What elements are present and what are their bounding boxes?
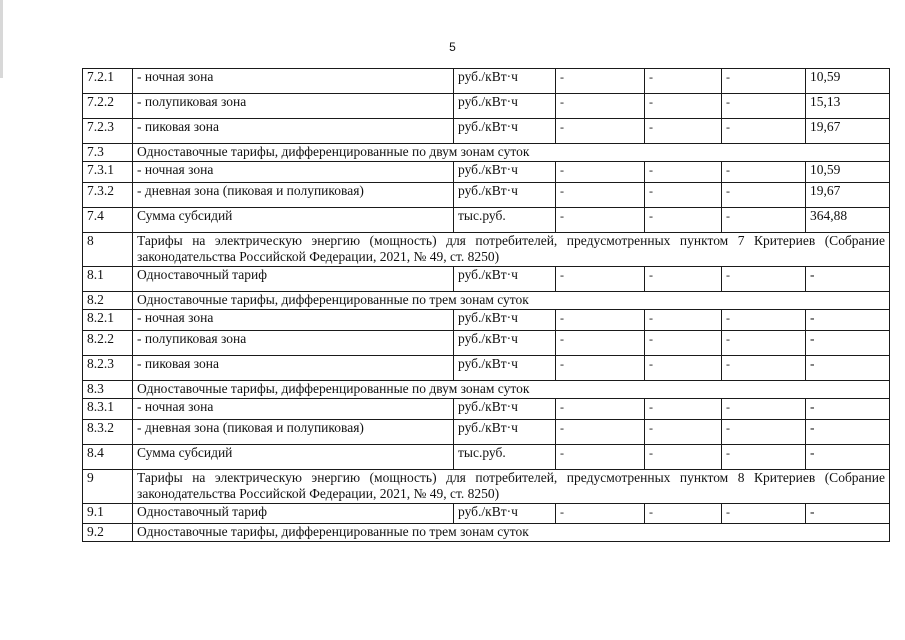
value-cell-4: - [806,331,890,356]
section-title-cell: Тарифы на электрическую энергию (мощность) для потребителей, предусмотренных пунктом 7 Критериев (Собрание законодательства Российской Федерации, 2021, № 49, ст. 8250) [133,233,890,267]
value-cell-1: - [556,504,645,524]
table-row [83,208,890,233]
value-cell-1: - [556,331,645,356]
row-number-cell: 7.2.3 [83,119,133,144]
value-cell-1: - [556,356,645,381]
value-cell-2: - [645,445,722,470]
table-row [83,183,890,208]
unit-cell: руб./кВт·ч [454,331,556,356]
row-number-cell: 8.3.2 [83,420,133,445]
section-row [83,233,890,267]
row-number-cell: 8 [83,233,133,267]
unit-cell: руб./кВт·ч [454,420,556,445]
section-title-cell: Одноставочные тарифы, дифференцированные по трем зонам суток [133,524,890,542]
table-row [83,399,890,420]
value-cell-4: - [806,445,890,470]
section-row [83,470,890,504]
unit-cell: руб./кВт·ч [454,504,556,524]
section-row [83,292,890,310]
value-cell-3: - [722,162,806,183]
table-row [83,445,890,470]
value-cell-2: - [645,119,722,144]
table-row [83,267,890,292]
row-label-cell: - дневная зона (пиковая и полупиковая) [133,183,454,208]
table-row [83,504,890,524]
unit-cell: руб./кВт·ч [454,267,556,292]
value-cell-3: - [722,94,806,119]
section-row [83,381,890,399]
row-number-cell: 7.4 [83,208,133,233]
value-cell-1: - [556,310,645,331]
row-number-cell: 7.2.2 [83,94,133,119]
table-row [83,331,890,356]
section-title-cell: Одноставочные тарифы, дифференцированные по двум зонам суток [133,144,890,162]
table-row [83,94,890,119]
value-cell-2: - [645,310,722,331]
row-label-cell: Сумма субсидий [133,445,454,470]
table-row [83,310,890,331]
section-row [83,144,890,162]
table-row [83,162,890,183]
row-label-cell: - полупиковая зона [133,94,454,119]
row-number-cell: 7.3.2 [83,183,133,208]
row-number-cell: 7.3 [83,144,133,162]
row-label-cell: Сумма субсидий [133,208,454,233]
value-cell-3: - [722,445,806,470]
value-cell-2: - [645,504,722,524]
unit-cell: тыс.руб. [454,208,556,233]
unit-cell: руб./кВт·ч [454,183,556,208]
value-cell-4: 19,67 [806,183,890,208]
row-number-cell: 8.3.1 [83,399,133,420]
row-number-cell: 8.2 [83,292,133,310]
value-cell-4: - [806,356,890,381]
value-cell-1: - [556,183,645,208]
value-cell-1: - [556,94,645,119]
row-number-cell: 8.2.2 [83,331,133,356]
value-cell-1: - [556,69,645,94]
unit-cell: тыс.руб. [454,445,556,470]
row-label-cell: Одноставочный тариф [133,504,454,524]
tariff-table [82,68,890,542]
row-label-cell: - пиковая зона [133,356,454,381]
value-cell-3: - [722,69,806,94]
row-number-cell: 7.2.1 [83,69,133,94]
value-cell-2: - [645,420,722,445]
value-cell-1: - [556,162,645,183]
scan-edge-mark [0,0,3,78]
value-cell-2: - [645,69,722,94]
value-cell-4: - [806,420,890,445]
value-cell-2: - [645,208,722,233]
value-cell-2: - [645,356,722,381]
value-cell-3: - [722,310,806,331]
value-cell-2: - [645,94,722,119]
unit-cell: руб./кВт·ч [454,119,556,144]
value-cell-3: - [722,420,806,445]
row-number-cell: 8.1 [83,267,133,292]
row-label-cell: - ночная зона [133,69,454,94]
row-label-cell: Одноставочный тариф [133,267,454,292]
row-number-cell: 9.1 [83,504,133,524]
value-cell-4: - [806,310,890,331]
row-number-cell: 7.3.1 [83,162,133,183]
value-cell-1: - [556,267,645,292]
value-cell-3: - [722,119,806,144]
row-number-cell: 8.3 [83,381,133,399]
section-title-cell: Одноставочные тарифы, дифференцированные по трем зонам суток [133,292,890,310]
value-cell-4: 364,88 [806,208,890,233]
value-cell-3: - [722,208,806,233]
row-number-cell: 8.4 [83,445,133,470]
value-cell-2: - [645,399,722,420]
value-cell-4: - [806,267,890,292]
value-cell-3: - [722,331,806,356]
section-title-cell: Одноставочные тарифы, дифференцированные по двум зонам суток [133,381,890,399]
unit-cell: руб./кВт·ч [454,356,556,381]
value-cell-4: 10,59 [806,162,890,183]
section-title-cell: Тарифы на электрическую энергию (мощность) для потребителей, предусмотренных пунктом 8 Критериев (Собрание законодательства Российской Федерации, 2021, № 49, ст. 8250) [133,470,890,504]
unit-cell: руб./кВт·ч [454,69,556,94]
row-number-cell: 8.2.1 [83,310,133,331]
value-cell-1: - [556,399,645,420]
row-label-cell: - полупиковая зона [133,331,454,356]
value-cell-1: - [556,420,645,445]
row-label-cell: - ночная зона [133,310,454,331]
value-cell-2: - [645,267,722,292]
table-row [83,420,890,445]
value-cell-4: - [806,399,890,420]
table-row [83,119,890,144]
value-cell-2: - [645,331,722,356]
unit-cell: руб./кВт·ч [454,94,556,119]
row-label-cell: - ночная зона [133,399,454,420]
value-cell-2: - [645,183,722,208]
row-number-cell: 8.2.3 [83,356,133,381]
page-number: 5 [449,40,456,54]
unit-cell: руб./кВт·ч [454,310,556,331]
value-cell-2: - [645,162,722,183]
row-number-cell: 9 [83,470,133,504]
section-row [83,524,890,542]
value-cell-4: 15,13 [806,94,890,119]
value-cell-1: - [556,119,645,144]
value-cell-3: - [722,183,806,208]
value-cell-4: - [806,504,890,524]
row-number-cell: 9.2 [83,524,133,542]
row-label-cell: - дневная зона (пиковая и полупиковая) [133,420,454,445]
value-cell-4: 10,59 [806,69,890,94]
table-row [83,356,890,381]
unit-cell: руб./кВт·ч [454,162,556,183]
row-label-cell: - ночная зона [133,162,454,183]
value-cell-3: - [722,267,806,292]
value-cell-3: - [722,356,806,381]
value-cell-1: - [556,208,645,233]
value-cell-4: 19,67 [806,119,890,144]
table-row [83,69,890,94]
value-cell-3: - [722,399,806,420]
unit-cell: руб./кВт·ч [454,399,556,420]
value-cell-3: - [722,504,806,524]
row-label-cell: - пиковая зона [133,119,454,144]
value-cell-1: - [556,445,645,470]
